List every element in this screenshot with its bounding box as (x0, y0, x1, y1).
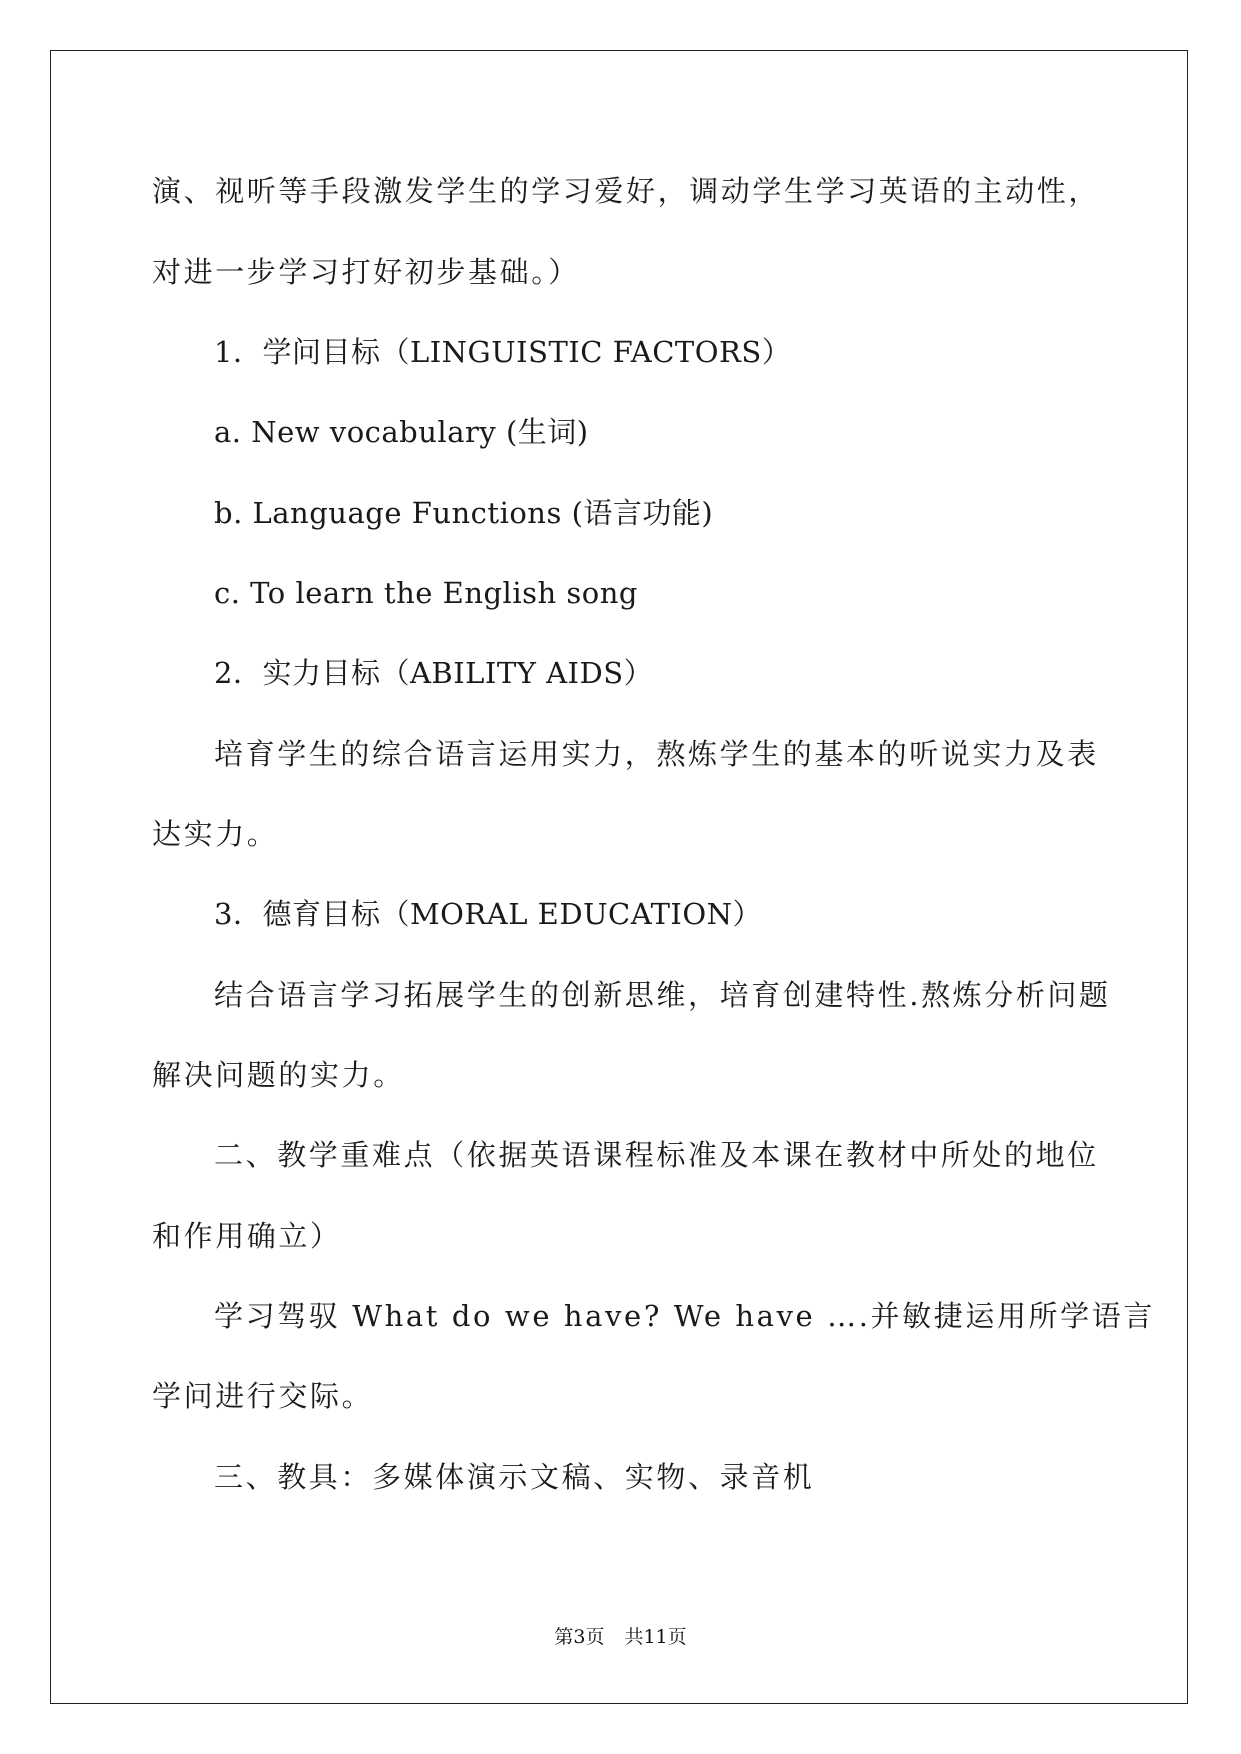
list-item-c: c. To learn the English song (214, 576, 638, 610)
paragraph-key-points-line-2: 学问进行交际。 (152, 1379, 374, 1413)
heading-moral-goal: 3．德育目标（MORAL EDUCATION） (214, 897, 763, 931)
heading-ability-goal: 2．实力目标（ABILITY AIDS） (214, 656, 654, 690)
paragraph-line-2: 对进一步学习打好初步基础。） (152, 255, 580, 289)
page-number-current: 第3页 (554, 1626, 605, 1648)
paragraph-ability-line-2: 达实力。 (152, 817, 279, 851)
paragraph-moral-line-1: 结合语言学习拓展学生的创新思维，培育创建特性.熬炼分析问题 (214, 978, 1111, 1012)
paragraph-moral-line-2: 解决问题的实力。 (152, 1058, 405, 1092)
heading-key-points-line-1: 二、教学重难点（依据英语课程标准及本课在教材中所处的地位 (214, 1138, 1099, 1172)
heading-key-points-line-2: 和作用确立） (152, 1219, 342, 1253)
heading-teaching-aids: 三、教具：多媒体演示文稿、实物、录音机 (214, 1460, 815, 1494)
paragraph-line-1: 演、视听等手段激发学生的学习爱好，调动学生学习英语的主动性， (152, 174, 1101, 208)
page-border (50, 50, 1188, 1704)
list-item-b: b. Language Functions (语言功能) (214, 496, 714, 530)
list-item-a: a. New vocabulary (生词) (214, 415, 589, 449)
page-footer (0, 1626, 1241, 1648)
page-number-total: 共11页 (624, 1626, 687, 1648)
heading-knowledge-goal: 1．学问目标（LINGUISTIC FACTORS） (214, 335, 792, 369)
paragraph-ability-line-1: 培育学生的综合语言运用实力，熬炼学生的基本的听说实力及表 (214, 737, 1099, 771)
paragraph-key-points-line-1: 学习驾驭 What do we have? We have ….并敏捷运用所学语言 (214, 1299, 1155, 1333)
